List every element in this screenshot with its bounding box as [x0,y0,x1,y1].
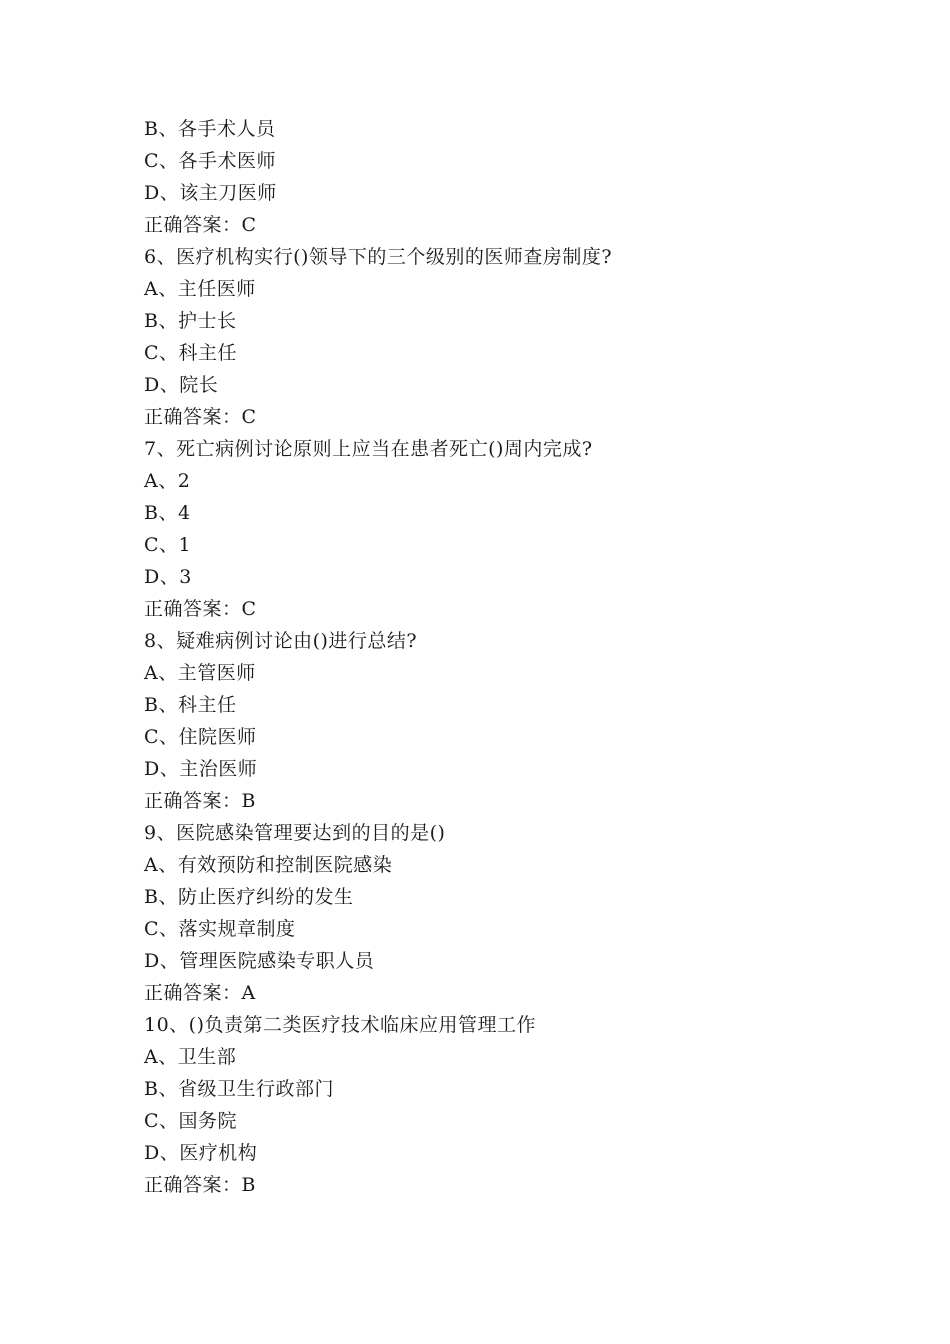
option-d-q6: D、院长 [144,374,219,396]
option-c-q10: C、国务院 [144,1110,238,1132]
option-b-q7: B、4 [144,502,191,524]
option-b-q6: B、护士长 [144,310,237,332]
option-d-q10: D、医疗机构 [144,1142,258,1164]
answer-q5: 正确答案：C [144,214,257,236]
option-b-q10: B、省级卫生行政部门 [144,1078,334,1100]
answer-q10: 正确答案：B [144,1174,256,1196]
question-10: 10、()负责第二类医疗技术临床应用管理工作 [144,1014,537,1036]
answer-q7: 正确答案：C [144,598,257,620]
option-a-q10: A、卫生部 [144,1046,237,1068]
answer-q8: 正确答案：B [144,790,256,812]
question-6: 6、医疗机构实行()领导下的三个级别的医师查房制度? [144,246,613,268]
question-list [144,113,844,1201]
option-b-q8: B、科主任 [144,694,237,716]
option-a-q6: A、主任医师 [144,278,256,300]
option-c-q8: C、住院医师 [144,726,257,748]
option-d-q7: D、3 [144,566,192,588]
option-d-q5: D、该主刀医师 [144,182,277,204]
option-c-q6: C、科主任 [144,342,238,364]
option-d-q8: D、主治医师 [144,758,258,780]
question-7: 7、死亡病例讨论原则上应当在患者死亡()周内完成? [144,438,593,460]
question-8: 8、疑难病例讨论由()进行总结? [144,630,418,652]
answer-q6: 正确答案：C [144,406,257,428]
option-d-q9: D、管理医院感染专职人员 [144,950,375,972]
option-a-q8: A、主管医师 [144,662,256,684]
option-a-q9: A、有效预防和控制医院感染 [144,854,393,876]
question-9: 9、医院感染管理要达到的目的是() [144,822,446,844]
answer-q9: 正确答案：A [144,982,256,1004]
option-c-q7: C、1 [144,534,192,556]
option-c-q5: C、各手术医师 [144,150,277,172]
option-b-q5: B、各手术人员 [144,118,276,140]
option-c-q9: C、落实规章制度 [144,918,296,940]
option-a-q7: A、2 [144,470,191,492]
option-b-q9: B、防止医疗纠纷的发生 [144,886,354,908]
